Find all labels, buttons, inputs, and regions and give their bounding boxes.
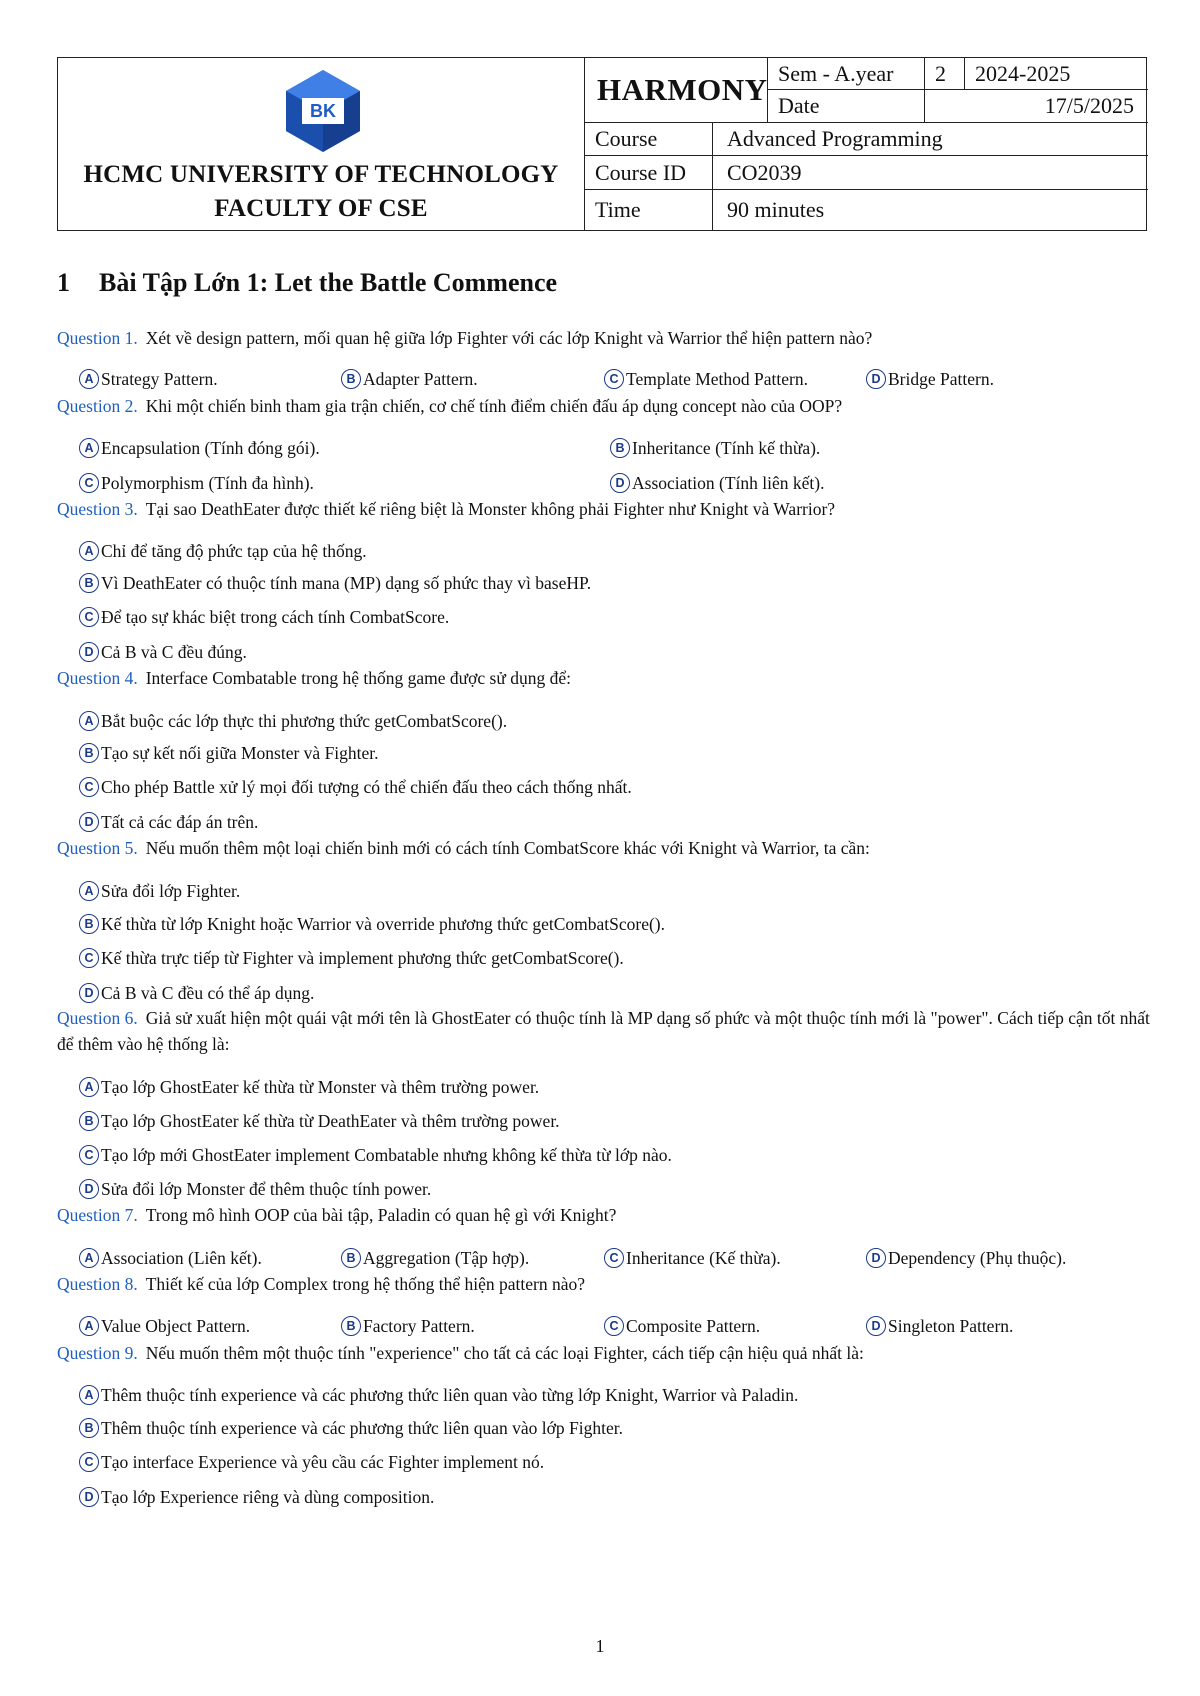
answer-option-a[interactable]: [79, 709, 507, 733]
option-letter-badge: C: [604, 1248, 624, 1268]
option-text: Inheritance (Tính kế thừa).: [632, 438, 821, 458]
answer-option-c[interactable]: [604, 1246, 781, 1270]
option-text: Sửa đổi lớp Monster để thêm thuộc tính power.: [101, 1179, 432, 1199]
question-label: Question 7.: [57, 1205, 138, 1225]
question-label: Question 9.: [57, 1343, 138, 1363]
answer-option-a[interactable]: [79, 436, 320, 460]
option-letter-badge: D: [79, 642, 99, 662]
answer-option-c[interactable]: [604, 1314, 760, 1338]
question-text: Nếu muốn thêm một thuộc tính "experience" cho tất cả các loại Fighter, cách tiếp cận hiệu quả nhất là:: [145, 1343, 864, 1363]
exam-title: HARMONY: [585, 58, 768, 123]
question-9: [57, 1340, 1152, 1366]
date-label: Date: [768, 90, 925, 123]
option-letter-badge: B: [341, 1316, 361, 1336]
option-text: Bridge Pattern.: [888, 369, 994, 389]
option-letter-badge: C: [79, 1452, 99, 1472]
option-text: Strategy Pattern.: [101, 369, 218, 389]
option-text: Tất cả các đáp án trên.: [101, 812, 259, 832]
option-text: Encapsulation (Tính đóng gói).: [101, 438, 320, 458]
answer-option-c[interactable]: [79, 471, 314, 495]
option-text: Inheritance (Kế thừa).: [626, 1248, 781, 1268]
section-number: 1: [57, 268, 70, 297]
answer-option-d[interactable]: [866, 1246, 1066, 1270]
option-letter-badge: A: [79, 1316, 99, 1336]
question-text: Thiết kế của lớp Complex trong hệ thống thể hiện pattern nào?: [145, 1274, 586, 1294]
question-label: Question 3.: [57, 499, 138, 519]
date-value: 17/5/2025: [925, 90, 1148, 123]
answer-option-b[interactable]: [79, 571, 591, 595]
option-text: Tạo interface Experience và yêu cầu các Fighter implement nó.: [101, 1452, 545, 1472]
option-letter-badge: C: [79, 607, 99, 627]
answer-option-a[interactable]: [79, 1314, 250, 1338]
question-label: Question 6.: [57, 1008, 138, 1028]
option-text: Vì DeathEater có thuộc tính mana (MP) dạng số phức thay vì baseHP.: [101, 573, 592, 593]
option-letter-badge: D: [866, 1248, 886, 1268]
section-heading: [57, 268, 557, 298]
option-letter-badge: D: [866, 1316, 886, 1336]
option-letter-badge: A: [79, 1077, 99, 1097]
section-title: Bài Tập Lớn 1: Let the Battle Commence: [99, 268, 558, 297]
option-letter-badge: D: [79, 1487, 99, 1507]
option-text: Cho phép Battle xử lý mọi đối tượng có thể chiến đấu theo cách thống nhất.: [101, 777, 632, 797]
option-text: Bắt buộc các lớp thực thi phương thức getCombatScore().: [101, 711, 508, 731]
option-letter-badge: D: [866, 369, 886, 389]
question-text: Khi một chiến binh tham gia trận chiến, cơ chế tính điểm chiến đấu áp dụng concept nào của OOP?: [145, 396, 843, 416]
option-letter-badge: A: [79, 369, 99, 389]
question-6: [57, 1005, 1152, 1057]
page-number: 1: [595, 1636, 605, 1656]
option-letter-badge: C: [79, 777, 99, 797]
option-text: Association (Tính liên kết).: [632, 473, 825, 493]
course-id-value: CO2039: [713, 156, 1148, 190]
question-3: [57, 496, 1152, 522]
option-text: Cả B và C đều đúng.: [101, 642, 247, 662]
option-letter-badge: B: [610, 438, 630, 458]
option-text: Tạo lớp GhostEater kế thừa từ Monster và thêm trường power.: [101, 1077, 540, 1097]
answer-option-a[interactable]: [79, 1383, 798, 1407]
option-text: Tạo lớp Experience riêng và dùng composition.: [101, 1487, 435, 1507]
option-text: Tạo sự kết nối giữa Monster và Fighter.: [101, 743, 379, 763]
option-letter-badge: D: [79, 983, 99, 1003]
answer-option-c[interactable]: [79, 1450, 544, 1474]
time-label: Time: [585, 190, 713, 230]
sem-value: 2: [925, 58, 965, 90]
answer-option-a[interactable]: [79, 879, 240, 903]
option-letter-badge: C: [79, 473, 99, 493]
option-text: Dependency (Phụ thuộc).: [888, 1248, 1067, 1268]
exam-header: [57, 57, 1147, 231]
question-2: [57, 393, 1152, 419]
option-text: Adapter Pattern.: [363, 369, 478, 389]
answer-option-b[interactable]: [79, 741, 379, 765]
option-text: Sửa đổi lớp Fighter.: [101, 881, 241, 901]
faculty-name: FACULTY OF CSE: [214, 195, 428, 222]
answer-option-c[interactable]: [79, 1143, 672, 1167]
question-4: [57, 665, 1152, 691]
answer-option-b[interactable]: [341, 1246, 529, 1270]
option-text: Composite Pattern.: [626, 1316, 761, 1336]
university-name-block: [58, 158, 584, 226]
question-1: [57, 325, 1152, 351]
option-letter-badge: A: [79, 711, 99, 731]
answer-option-a[interactable]: [79, 1075, 539, 1099]
option-text: Tạo lớp GhostEater kế thừa từ DeathEater và thêm trường power.: [101, 1111, 560, 1131]
question-label: Question 1.: [57, 328, 138, 348]
option-text: Kế thừa trực tiếp từ Fighter và implement phương thức getCombatScore().: [101, 948, 624, 968]
question-7: [57, 1202, 1152, 1228]
answer-option-d[interactable]: [79, 640, 247, 664]
answer-option-b[interactable]: [341, 367, 478, 391]
option-letter-badge: C: [604, 369, 624, 389]
answer-option-a[interactable]: [79, 539, 367, 563]
option-letter-badge: A: [79, 881, 99, 901]
option-letter-badge: C: [79, 948, 99, 968]
option-text: Tạo lớp mới GhostEater implement Combatable nhưng không kế thừa từ lớp nào.: [101, 1145, 672, 1165]
answer-option-b[interactable]: [610, 436, 820, 460]
question-8: [57, 1271, 1152, 1297]
option-text: Chỉ để tăng độ phức tạp của hệ thống.: [101, 541, 367, 561]
answer-option-b[interactable]: [341, 1314, 475, 1338]
option-text: Template Method Pattern.: [626, 369, 808, 389]
option-letter-badge: A: [79, 1248, 99, 1268]
option-letter-badge: A: [79, 1385, 99, 1405]
question-text: Nếu muốn thêm một loại chiến binh mới có cách tính CombatScore khác với Knight và Warrior, ta cần:: [145, 838, 870, 858]
answer-option-b[interactable]: [79, 1416, 623, 1440]
option-letter-badge: A: [79, 541, 99, 561]
question-5: [57, 835, 1152, 861]
option-letter-badge: B: [79, 914, 99, 934]
option-letter-badge: A: [79, 438, 99, 458]
course-id-label: Course ID: [585, 156, 713, 190]
answer-option-d[interactable]: [79, 981, 314, 1005]
answer-option-a[interactable]: [79, 367, 218, 391]
option-text: Singleton Pattern.: [888, 1316, 1014, 1336]
option-letter-badge: D: [610, 473, 630, 493]
option-text: Polymorphism (Tính đa hình).: [101, 473, 314, 493]
option-letter-badge: C: [79, 1145, 99, 1165]
answer-option-d[interactable]: [866, 367, 994, 391]
exam-info-block: [585, 58, 1146, 230]
answer-option-c[interactable]: [79, 946, 624, 970]
question-label: Question 4.: [57, 668, 138, 688]
question-label: Question 8.: [57, 1274, 138, 1294]
answer-option-d[interactable]: [79, 810, 258, 834]
option-text: Để tạo sự khác biệt trong cách tính CombatScore.: [101, 607, 450, 627]
option-text: Cả B và C đều có thể áp dụng.: [101, 983, 315, 1003]
option-text: Association (Liên kết).: [101, 1248, 262, 1268]
question-label: Question 5.: [57, 838, 138, 858]
option-text: Kế thừa từ lớp Knight hoặc Warrior và override phương thức getCombatScore().: [101, 914, 666, 934]
question-label: Question 2.: [57, 396, 138, 416]
option-letter-badge: B: [79, 1111, 99, 1131]
option-letter-badge: B: [341, 1248, 361, 1268]
option-letter-badge: B: [79, 1418, 99, 1438]
option-text: Thêm thuộc tính experience và các phương thức liên quan vào lớp Fighter.: [101, 1418, 623, 1438]
option-text: Factory Pattern.: [363, 1316, 475, 1336]
answer-option-d[interactable]: [866, 1314, 1013, 1338]
answer-option-c[interactable]: [604, 367, 808, 391]
option-letter-badge: D: [79, 812, 99, 832]
question-text: Tại sao DeathEater được thiết kế riêng biệt là Monster không phải Fighter như Knight và Warrior?: [145, 499, 836, 519]
answer-option-b[interactable]: [79, 1109, 560, 1133]
question-text: Trong mô hình OOP của bài tập, Paladin có quan hệ gì với Knight?: [145, 1205, 617, 1225]
answer-option-d[interactable]: [79, 1177, 431, 1201]
year-value: 2024-2025: [965, 58, 1148, 90]
answer-option-d[interactable]: [79, 1485, 434, 1509]
sem-label: Sem - A.year: [768, 58, 925, 90]
answer-option-b[interactable]: [79, 912, 665, 936]
option-text: Value Object Pattern.: [101, 1316, 251, 1336]
option-letter-badge: B: [79, 743, 99, 763]
option-letter-badge: C: [604, 1316, 624, 1336]
university-name: HCMC UNIVERSITY OF TECHNOLOGY: [83, 161, 559, 188]
course-label: Course: [585, 123, 713, 156]
option-letter-badge: D: [79, 1179, 99, 1199]
university-block: [58, 58, 585, 230]
option-text: Thêm thuộc tính experience và các phương thức liên quan vào từng lớp Knight, Warrior và Paladin.: [101, 1385, 799, 1405]
answer-option-c[interactable]: [79, 775, 632, 799]
option-text: Aggregation (Tập hợp).: [363, 1248, 530, 1268]
question-text: Giả sử xuất hiện một quái vật mới tên là GhostEater có thuộc tính là MP dạng số phức và một thuộc tính mới là "power". Cách tiếp cận tốt nhất để thêm vào hệ thống là:: [57, 1008, 1150, 1054]
question-text: Xét về design pattern, mối quan hệ giữa lớp Fighter với các lớp Knight và Warrior thể hiện pattern nào?: [145, 328, 873, 348]
question-text: Interface Combatable trong hệ thống game được sử dụng để:: [145, 668, 571, 688]
option-letter-badge: B: [341, 369, 361, 389]
course-value: Advanced Programming: [713, 123, 1148, 156]
option-letter-badge: B: [79, 573, 99, 593]
answer-option-d[interactable]: [610, 471, 824, 495]
answer-option-c[interactable]: [79, 605, 449, 629]
logo-text: BK: [310, 101, 336, 121]
time-value: 90 minutes: [727, 197, 825, 222]
answer-option-a[interactable]: [79, 1246, 262, 1270]
bk-logo-icon: [280, 68, 366, 154]
